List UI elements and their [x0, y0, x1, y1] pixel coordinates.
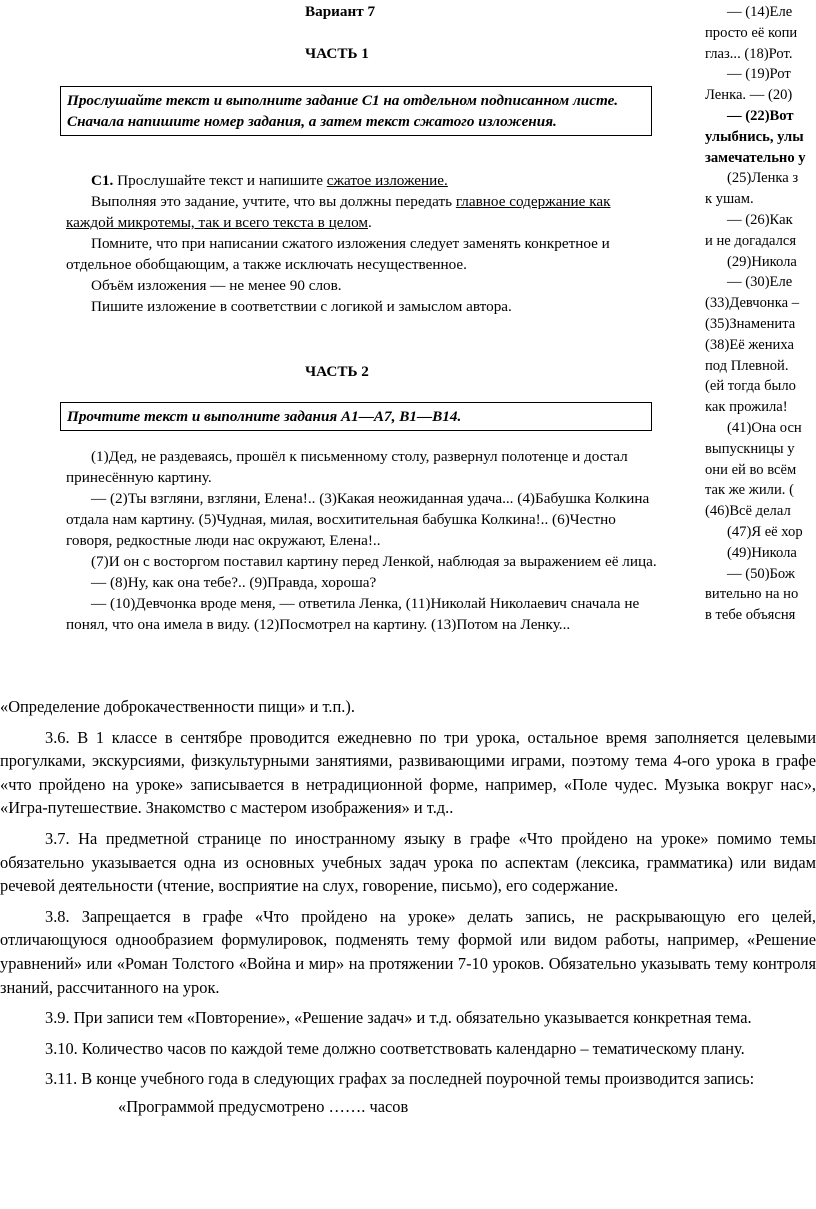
right-column-line: — (14)Еле [727, 4, 793, 20]
c1-paragraph-3: Помните, что при написании сжатого изложения следует заменять конкретное и отдельное обобщающим, а также исключать несущественное. [66, 235, 610, 273]
part1-instruction: Прослушайте текст и выполните задание С1 на отдельном подписанном листе. Сначала напишите номер задания, а затем текст сжатого изложения. [67, 92, 619, 130]
right-column-line: так же жили. ( [705, 482, 794, 499]
right-column-cropped [705, 2, 816, 634]
c1-label: С1. [91, 172, 114, 189]
right-column-line: к ушам. [705, 191, 754, 208]
right-column-line: (49)Никола [727, 544, 797, 561]
right-column-line: Ленка. — (20) [705, 87, 793, 104]
right-column-line: выпускницы у [705, 440, 795, 457]
right-column-line: (29)Никола [727, 253, 797, 270]
regulation-item: 3.10. Количество часов по каждой теме должно соответствовать календарно – тематическому плану. [45, 1038, 745, 1058]
right-column-line: глаз... (18)Рот. [705, 45, 793, 62]
right-column-line: (38)Её жениха [705, 336, 794, 353]
c1-text: Прослушайте текст и напишите [113, 172, 327, 189]
c1-p2-text: Выполняя это задание, учтите, что вы должны передать [91, 193, 456, 210]
variant-title: Вариант 7 [305, 3, 376, 20]
right-column-line: (41)Она осн [727, 419, 802, 436]
part1-task [66, 170, 658, 317]
right-column-line: просто её копи [705, 24, 798, 41]
regulation-item: 3.7. На предметной странице по иностранному языку в графе «Что пройдено на уроке» помимо темы обязательно указывается одна из основных учебных задач урока по аспектам (лексика, грамматика) или видам речевой деятельности (чтение, восприятие на слух, говорение, письмо), его содержание. [0, 828, 816, 896]
c1-p2-end: . [367, 214, 372, 231]
part2-heading: ЧАСТЬ 2 [305, 363, 369, 380]
right-column-line: замечательно у [705, 149, 806, 166]
text-paragraph: — (2)Ты взгляни, взгляни, Елена!.. (3)Какая неожиданная удача... (4)Бабушка Колкина отдала нам картину. (5)Чудная, милая, восхитительная бабушка Колкина!.. (6)Честно говоря, редкостные люди нас окружают, Елена!.. [66, 490, 650, 549]
c1-paragraph [66, 170, 658, 191]
c1-p2-underlined: главное содержание как каждой микротемы, так и всего текста в целом [66, 193, 611, 231]
text-paragraph: — (10)Девчонка вроде меня, — ответила Ленка, (11)Николай Николаевич сначала не понял, что она имела в виду. (12)Посмотрел на картину. (13)Потом на Ленку... [66, 595, 640, 633]
right-column-line: (35)Знаменита [705, 315, 796, 332]
regulation-last-line: «Программой предусмотрено ……. часов [118, 1096, 409, 1116]
right-column-line: (25)Ленка з [727, 170, 799, 187]
right-column-line: — (50)Бож [727, 565, 795, 582]
text-paragraph: (1)Дед, не раздеваясь, прошёл к письменному столу, развернул полотенце и достал принесённую картину. [66, 448, 628, 486]
right-column-line: — (30)Еле [727, 274, 793, 291]
right-column-line: (ей тогда было [705, 378, 796, 395]
right-column-line: в тебе объясня [705, 607, 796, 624]
right-column-line: — (22)Вот [727, 107, 794, 124]
text-paragraph: — (8)Ну, как она тебе?.. (9)Правда, хороша? [91, 574, 377, 591]
right-column-line: улыбнись, улы [705, 128, 804, 145]
regulation-first-line: «Определение доброкачественности пищи» и т.п.). [0, 697, 355, 716]
right-column-line: (33)Девчонка – [705, 295, 799, 312]
regulations-section [0, 695, 816, 1119]
right-column-line: как прожила! [705, 399, 788, 416]
right-column-line: они ей во всём [705, 461, 797, 478]
regulation-item: 3.11. В конце учебного года в следующих графах за последней поурочной темы производится запись: [45, 1069, 755, 1089]
regulation-item: 3.8. Запрещается в графе «Что пройдено на уроке» делать запись, не раскрывающую его целей, отличающуюся однообразием формулировок, подменять тему формой или видом работы, например, «Решение уравнений» или «Роман Толстого «Война и мир» на протяжении 7-10 уроков. Обязательно указывать тему контроля знаний, рассчитанного на урок. [0, 906, 816, 997]
c1-underlined: сжатое изложение. [326, 172, 448, 189]
c1-paragraph-2 [66, 191, 658, 233]
part2-instruction-box [60, 402, 652, 431]
text-paragraph: (7)И он с восторгом поставил картину перед Ленкой, наблюдая за выражением её лица. [91, 553, 657, 570]
right-column-line: под Плевной. [705, 357, 789, 374]
part1-heading: ЧАСТЬ 1 [305, 45, 369, 62]
c1-paragraph-4: Объём изложения — не менее 90 слов. [91, 277, 342, 294]
right-column-line: вительно на но [705, 586, 799, 603]
part1-instruction-box [60, 86, 652, 136]
right-column-line: и не догадался [705, 232, 797, 249]
c1-paragraph-5: Пишите изложение в соответствии с логикой и замыслом автора. [91, 298, 512, 315]
part2-text [66, 446, 658, 635]
part2-instruction: Прочтите текст и выполните задания А1—А7, В1—В14. [67, 408, 462, 425]
right-column-line: — (26)Как [727, 211, 793, 228]
right-column-line: — (19)Рот [727, 66, 791, 83]
regulation-item: 3.6. В 1 классе в сентябре проводится ежедневно по три урока, остальное время заполняется целевыми прогулками, экскурсиями, физкультурными занятиями, развивающими играми, поэтому тема 4-ого урока в графе «что пройдено на уроке» записывается в нетрадиционной форме, например, «Поле чудес. Музыка вокруг нас», «Игра-путешествие. Знакомство с мастером изображения» и т.д.. [0, 727, 816, 818]
regulation-item: 3.9. При записи тем «Повторение», «Решение задач» и т.д. обязательно указывается конкретная тема. [45, 1008, 752, 1028]
right-column-line: (46)Всё делал [705, 503, 791, 520]
right-column-line: (47)Я её хор [727, 523, 803, 540]
